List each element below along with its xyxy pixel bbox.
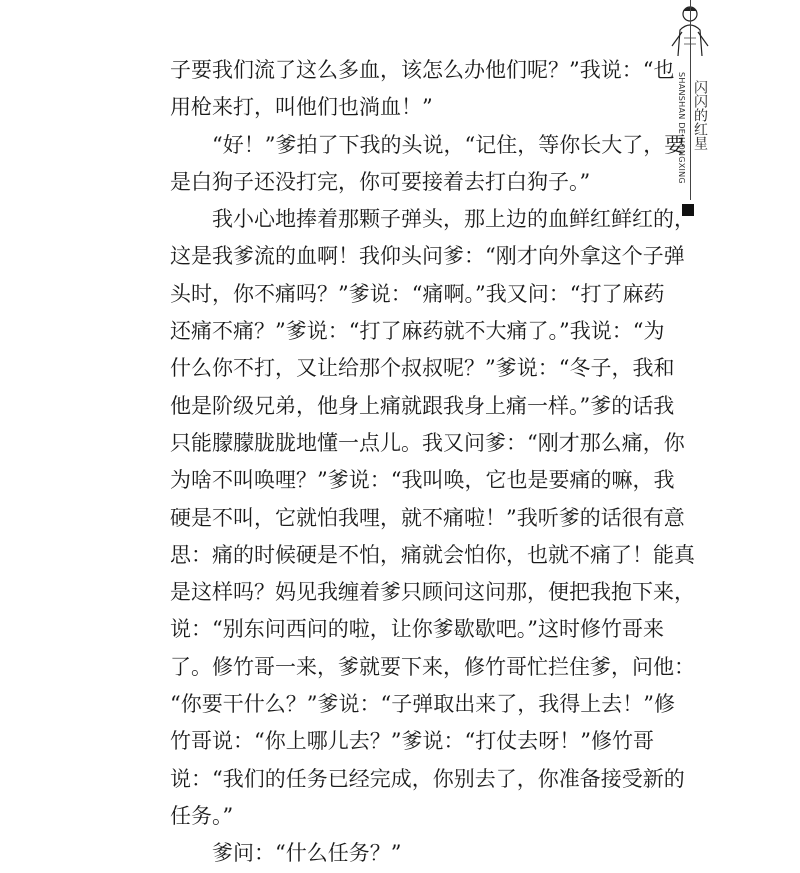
- text-line: 硬是不叫，它就怕我哩，就不痛啦！”我听爹的话很有意: [170, 505, 685, 530]
- text-line: 他是阶级兄弟，他身上痛就跟我身上痛一样。”爹的话我: [170, 393, 675, 418]
- text-line: 什么你不打，又让给那个叔叔呢？”爹说：“冬子，我和: [170, 356, 675, 381]
- text-line: 头时，你不痛吗？”爹说：“痛啊。”我又问：“打了麻药: [170, 281, 665, 306]
- text-line: 这是我爹流的血啊！我仰头问爹：“刚才向外拿这个子弹: [170, 244, 685, 269]
- text-line: 子要我们流了这么多血，该怎么办他们呢？”我说：“也: [170, 58, 675, 82]
- book-title-pinyin: SHANSHAN DE HONGXING: [677, 72, 686, 184]
- text-line: 还痛不痛？”爹说：“打了麻药就不大痛了。”我说：“为: [170, 319, 665, 344]
- text-line: 任务。”: [170, 803, 234, 828]
- side-header: [660, 0, 720, 230]
- text-line: 是白狗子还没打完，你可要接着去打白狗子。”: [170, 169, 591, 194]
- text-line: 只能朦朦胧胧地懂一点儿。我又问爹：“刚才那么痛，你: [170, 430, 685, 455]
- text-line: “你要干什么？”爹说：“子弹取出来了，我得上去！”修: [170, 692, 675, 717]
- text-line: 说：“我们的任务已经完成，你别去了，你准备接受新的: [170, 766, 685, 791]
- text-line: 爹问：“什么任务？”: [212, 841, 402, 866]
- text-line: 为啥不叫唤哩？”爹说：“我叫唤，它也是要痛的嘛，我: [170, 468, 675, 493]
- text-line: 用枪来打，叫他们也淌血！”: [170, 95, 433, 120]
- text-line: 说：“别东问西问的啦，让你爹歇歇吧。”这时修竹哥来: [170, 617, 664, 642]
- text-line: “好！”爹拍了下我的头说，“记住，等你长大了，要: [212, 132, 686, 157]
- text-line: 了。修竹哥一来，爹就要下来，修竹哥忙拦住爹，问他：: [170, 654, 695, 679]
- book-title: 闪闪的红星: [692, 80, 708, 150]
- text-line: 思：痛的时候硬是不怕，痛就会怕你，也就不痛了！能真: [170, 542, 695, 567]
- text-line: 竹哥说：“你上哪儿去？”爹说：“打仗去呀！”修竹哥: [170, 729, 654, 754]
- text-line: 是这样吗？妈见我缠着爹只顾问这问那，便把我抱下来，: [170, 580, 695, 605]
- text-line: 我小心地捧着那颗子弹头，那上边的血鲜红鲜红的，: [212, 207, 695, 232]
